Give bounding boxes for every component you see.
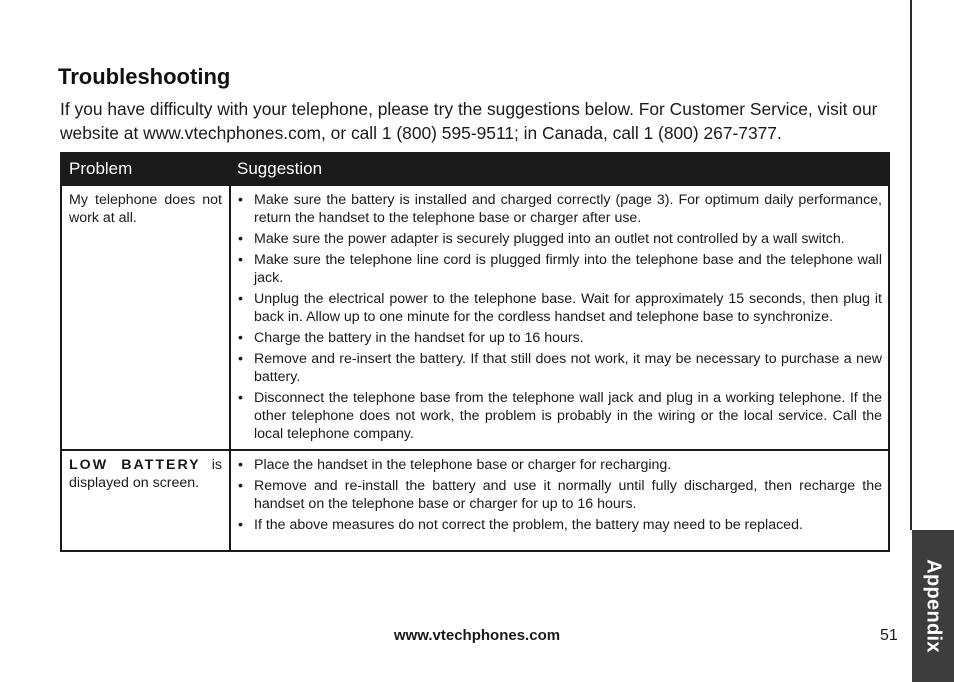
table-header-row	[61, 153, 889, 185]
problem-text: My telephone does not work at all.	[69, 192, 222, 226]
footer-website-link[interactable]: www.vtechphones.com	[393, 627, 561, 644]
suggestion-list	[238, 456, 882, 534]
problem-header: Problem	[61, 153, 230, 185]
suggestion-item: • Make sure the telephone line cord is plugged firmly into the telephone base and the telephone wall jack.	[238, 251, 882, 287]
problem-text: is displayed on screen.	[69, 457, 223, 491]
page-number: 51	[880, 627, 898, 644]
suggestion-item: • Unplug the electrical power to the telephone base. Wait for approximately 15 seconds, then plug it back in. Allow up to one minute for the cordless handset and telephone base to synchronize.	[238, 290, 882, 326]
suggestion-item: • Remove and re-install the battery and use it normally until fully discharged, then recharge the handset on the telephone base or charger for up to 16 hours.	[238, 477, 882, 513]
suggestion-cell	[230, 450, 889, 551]
suggestion-item: • Place the handset in the telephone base or charger for recharging.	[238, 456, 882, 474]
table-row	[61, 185, 889, 450]
page-title: Troubleshooting	[58, 64, 231, 89]
suggestion-list	[238, 191, 882, 443]
appendix-tab-label: Appendix	[922, 559, 945, 653]
suggestion-item: • Make sure the power adapter is securely plugged into an outlet not controlled by a wall switch.	[238, 230, 882, 248]
problem-cell	[61, 185, 230, 450]
side-rule	[910, 0, 912, 530]
problem-cell	[61, 450, 230, 551]
intro-paragraph: If you have difficulty with your telephone, please try the suggestions below. For Customer Service, visit our website at www.vtechphones.com, or call 1 (800) 595-9511; in Canada, call 1 (800) 267-7377.	[60, 99, 878, 143]
suggestion-item: • Make sure the battery is installed and charged correctly (page 3). For optimum daily performance, return the handset to the telephone base or charger after use.	[238, 191, 882, 227]
low-battery-term: LOW BATTERY	[69, 457, 201, 473]
suggestion-item: • Disconnect the telephone base from the telephone wall jack and plug in a working telephone. If the other telephone does not work, the problem is probably in the wiring or the local service. Call the local telephone company.	[238, 389, 882, 443]
appendix-side-tab	[912, 530, 954, 682]
suggestion-item: • Remove and re-insert the battery. If that still does not work, it may be necessary to purchase a new battery.	[238, 350, 882, 386]
suggestion-header: Suggestion	[230, 153, 889, 185]
suggestion-item: • Charge the battery in the handset for up to 16 hours.	[238, 329, 882, 347]
table-row	[61, 450, 889, 551]
suggestion-cell	[230, 185, 889, 450]
suggestion-item: • If the above measures do not correct the problem, the battery may need to be replaced.	[238, 516, 882, 534]
troubleshooting-table	[60, 152, 890, 552]
